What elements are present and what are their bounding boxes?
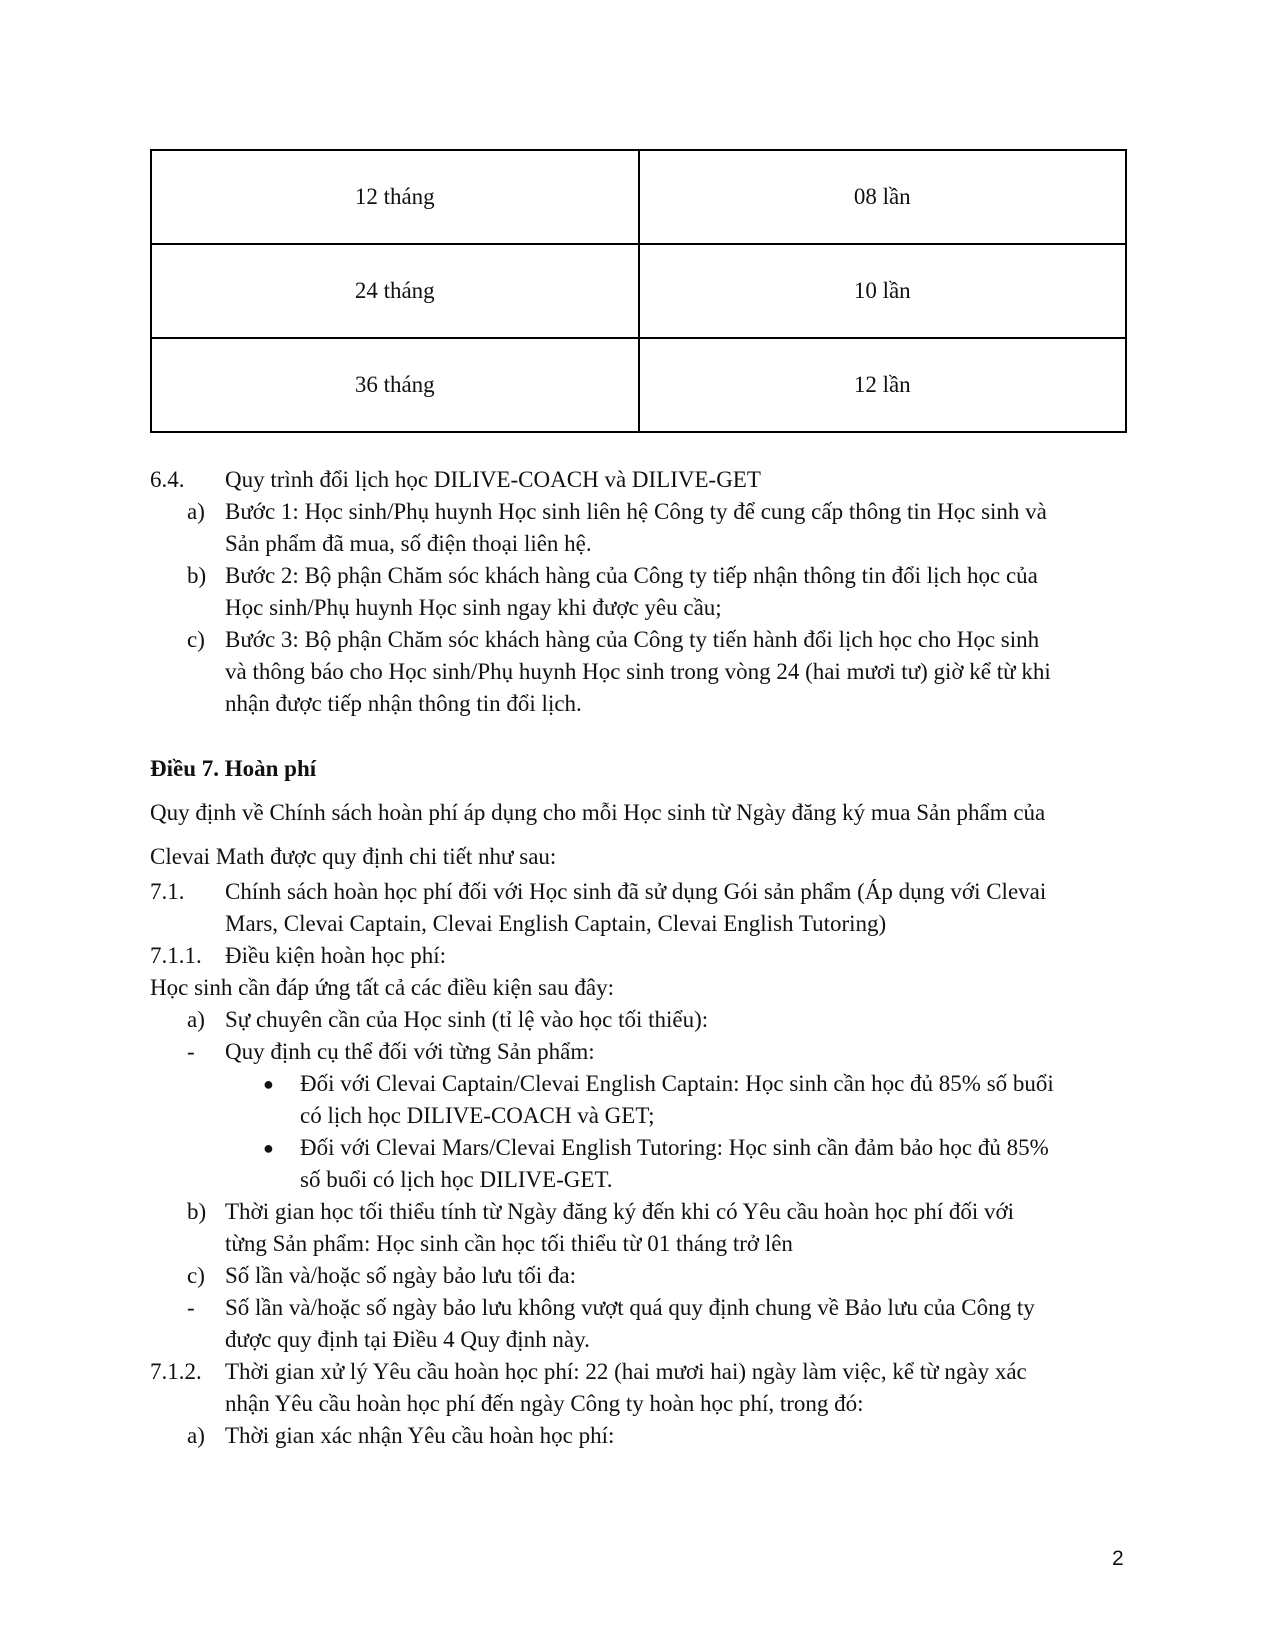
list-item-text: Sự chuyên cần của Học sinh (tỉ lệ vào học tối thiểu): [225, 1007, 709, 1032]
list-item-text: Quy định cụ thể đối với từng Sản phẩm: [225, 1039, 595, 1064]
list-item-text: được quy định tại Điều 4 Quy định này. [225, 1327, 590, 1352]
paragraph-text: Clevai Math được quy định chi tiết như sau: [150, 844, 557, 869]
table-row [151, 150, 1126, 244]
times-cell: 12 lần [639, 338, 1127, 432]
list-item-text: và thông báo cho Học sinh/Phụ huynh Học sinh trong vòng 24 (hai mươi tư) giờ kể từ khi [225, 659, 1051, 684]
list-item-text: Sản phẩm đã mua, số điện thoại liên hệ. [225, 531, 592, 556]
list-marker: c) [187, 1263, 205, 1288]
bullet-text: số buổi có lịch học DILIVE-GET. [300, 1167, 613, 1192]
list-item-text: Bước 3: Bộ phận Chăm sóc khách hàng của Công ty tiến hành đổi lịch học cho Học sinh [225, 627, 1040, 652]
list-marker: - [187, 1295, 195, 1320]
bullet-icon: ● [263, 1074, 274, 1094]
list-marker: b) [187, 1199, 207, 1224]
duration-cell: 12 tháng [151, 150, 639, 244]
bullet-text: Đối với Clevai Mars/Clevai English Tutoring: Học sinh cần đảm bảo học đủ 85% [300, 1135, 1049, 1160]
section-number: 7.1.1. [150, 943, 202, 968]
section-number: 7.1.2. [150, 1359, 202, 1384]
table-row [151, 244, 1126, 338]
article-heading: Điều 7. Hoàn phí [150, 756, 317, 781]
section-title: Thời gian xử lý Yêu cầu hoàn học phí: 22 (hai mươi hai) ngày làm việc, kể từ ngày xác [225, 1359, 1027, 1384]
list-item-text: Số lần và/hoặc số ngày bảo lưu không vượt quá quy định chung về Bảo lưu của Công ty [225, 1295, 1035, 1320]
duration-cell: 36 tháng [151, 338, 639, 432]
list-marker: a) [187, 1423, 205, 1448]
times-cell: 10 lần [639, 244, 1127, 338]
list-item-text: Học sinh/Phụ huynh Học sinh ngay khi được yêu cầu; [225, 595, 722, 620]
bullet-icon: ● [263, 1138, 274, 1158]
paragraph-text: Học sinh cần đáp ứng tất cả các điều kiện sau đây: [150, 975, 614, 1000]
section-number: 6.4. [150, 467, 185, 492]
list-item-text: Số lần và/hoặc số ngày bảo lưu tối đa: [225, 1263, 577, 1288]
list-item-text: Bước 1: Học sinh/Phụ huynh Học sinh liên hệ Công ty để cung cấp thông tin Học sinh và [225, 499, 1047, 524]
list-item-text: nhận được tiếp nhận thông tin đổi lịch. [225, 691, 582, 716]
paragraph-text: Quy định về Chính sách hoàn phí áp dụng cho mỗi Học sinh từ Ngày đăng ký mua Sản phẩm của [150, 800, 1046, 825]
section-number: 7.1. [150, 879, 185, 904]
times-cell: 08 lần [639, 150, 1127, 244]
section-title: Quy trình đổi lịch học DILIVE-COACH và DILIVE-GET [225, 467, 761, 492]
bullet-text: Đối với Clevai Captain/Clevai English Captain: Học sinh cần học đủ 85% số buổi [300, 1071, 1054, 1096]
list-marker: a) [187, 499, 205, 524]
section-title: Điều kiện hoàn học phí: [225, 943, 447, 968]
page-number: 2 [1112, 1547, 1124, 1570]
list-marker: b) [187, 563, 207, 588]
bullet-text: có lịch học DILIVE-COACH và GET; [300, 1103, 655, 1128]
duration-cell: 24 tháng [151, 244, 639, 338]
list-marker: - [187, 1039, 195, 1064]
list-item-text: Bước 2: Bộ phận Chăm sóc khách hàng của Công ty tiếp nhận thông tin đổi lịch học của [225, 563, 1038, 588]
list-item-text: từng Sản phẩm: Học sinh cần học tối thiểu từ 01 tháng trở lên [225, 1231, 793, 1256]
section-title: Mars, Clevai Captain, Clevai English Captain, Clevai English Tutoring) [225, 911, 887, 936]
section-title: Chính sách hoàn học phí đối với Học sinh đã sử dụng Gói sản phẩm (Áp dụng với Clevai [225, 879, 1047, 904]
section-title: nhận Yêu cầu hoàn học phí đến ngày Công ty hoàn học phí, trong đó: [225, 1391, 864, 1416]
list-item-text: Thời gian học tối thiểu tính từ Ngày đăng ký đến khi có Yêu cầu hoàn học phí đối với [225, 1199, 1015, 1224]
list-marker: a) [187, 1007, 205, 1032]
table-row [151, 338, 1126, 432]
duration-table [150, 149, 1127, 433]
list-marker: c) [187, 627, 205, 652]
list-item-text: Thời gian xác nhận Yêu cầu hoàn học phí: [225, 1423, 615, 1448]
